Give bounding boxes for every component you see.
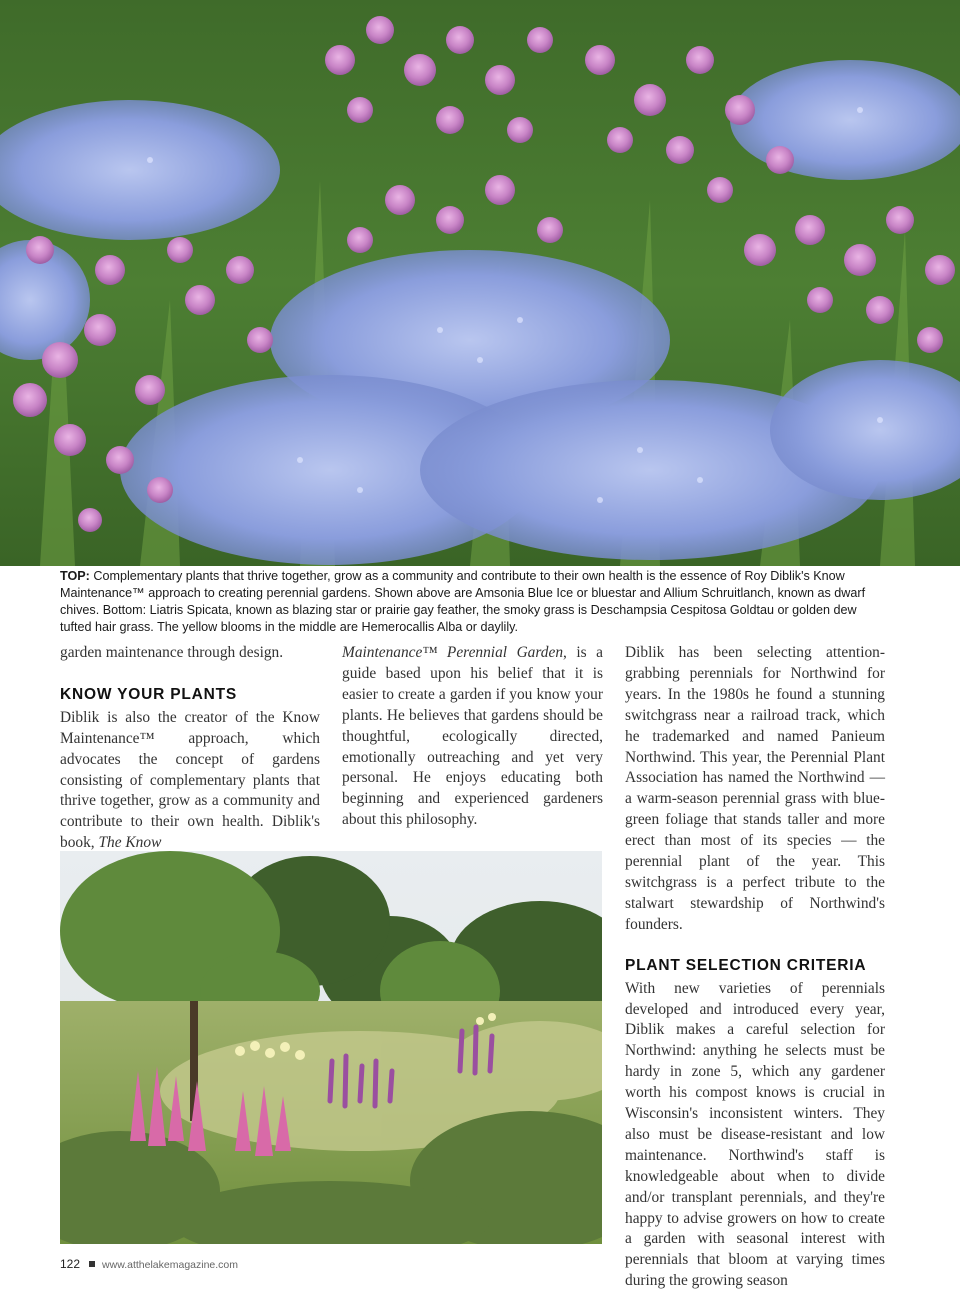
- col3-para2: With new varieties of perennials developed and introduced every year, Diblik makes a careful selection for Northwind: anything he selects must be hardy in zone 5, which any gardener worth his compost knows is crucial in Wisconsin's inconsistent winters. They also must be disease-resistant and low maintenance. Northwind's staff is knowledgeable about when to divide and/or transplant perennials, and they're happy to advise growers on how to create a garden with seasonal interest with perennials that bloom at varying times during the growing season: [625, 979, 885, 1290]
- article-column-3: [625, 643, 885, 1292]
- top-photo-illustration: [0, 0, 960, 566]
- heading-plant-selection-criteria: PLANT SELECTION CRITERIA: [625, 956, 867, 974]
- article-column-2: [342, 643, 603, 831]
- footer-square-separator: [89, 1261, 95, 1267]
- top-photo-flower-garden: [0, 0, 960, 566]
- caption-lead: TOP:: [60, 569, 90, 583]
- article-column-1: [60, 643, 320, 854]
- col2-body-text: , is a guide based upon his belief that it is easier to create a garden if you know your plants. He believes that gardens should be thoughtful, ecologically directed, emotionally outreaching and yet very personal. He enjoys educating both beginning and experienced gardeners about this philosophy.: [342, 644, 603, 829]
- col2-body: [342, 643, 603, 831]
- col1-body-text: Diblik is also the creator of the Know Maintenance™ approach, which advocates the concept of gardens consisting of complementary plants that thrive together, grow as a community and contribute to their own health. Diblik's book,: [60, 708, 320, 852]
- bottom-photo-illustration: [60, 851, 602, 1244]
- caption-text: Complementary plants that thrive together, grow as a community and contribute to their own health is the essence of Roy Diblik's Know Maintenance™ approach to creating perennial gardens. Shown above are Amsonia Blue Ice or bluestar and Allium Schruitlanch, known as dwarf chives. Bottom: Liatris Spicata, known as blazing star or prairie gay feather, the smoky grass is Deschampsia Cespitosa Goldtau or golden dew tufted hair grass. The yellow blooms in the middle are Hemerocallis Alba or daylily.: [60, 569, 866, 634]
- book-title-part2: Maintenance™ Perennial Garden: [342, 644, 564, 661]
- page-footer: [60, 1257, 238, 1271]
- page-number: 122: [60, 1257, 81, 1271]
- footer-url: www.atthelakemagazine.com: [102, 1259, 239, 1271]
- book-title-part1: The Know: [98, 834, 162, 852]
- col3-para1: Diblik has been selecting attention-grabbing perennials for Northwind for years. In the 1980s he found a stunning switchgrass near a railroad track, which he trademarked and named Panieum Northwind. This year, the Perennial Plant Association has named the Northwind — a warm-season perennial grass with blue-green foliage that stands taller and more erect than most of its species — the perennial plant of the year. This switchgrass is a perfect tribute to the stalwart stewardship of Northwind's founders.: [625, 644, 885, 933]
- bottom-photo-perennial-garden: [60, 851, 602, 1244]
- photo-caption: [60, 568, 890, 636]
- col1-intro: garden maintenance through design.: [60, 644, 284, 661]
- col1-body: [60, 708, 320, 854]
- heading-know-your-plants: KNOW YOUR PLANTS: [60, 685, 237, 703]
